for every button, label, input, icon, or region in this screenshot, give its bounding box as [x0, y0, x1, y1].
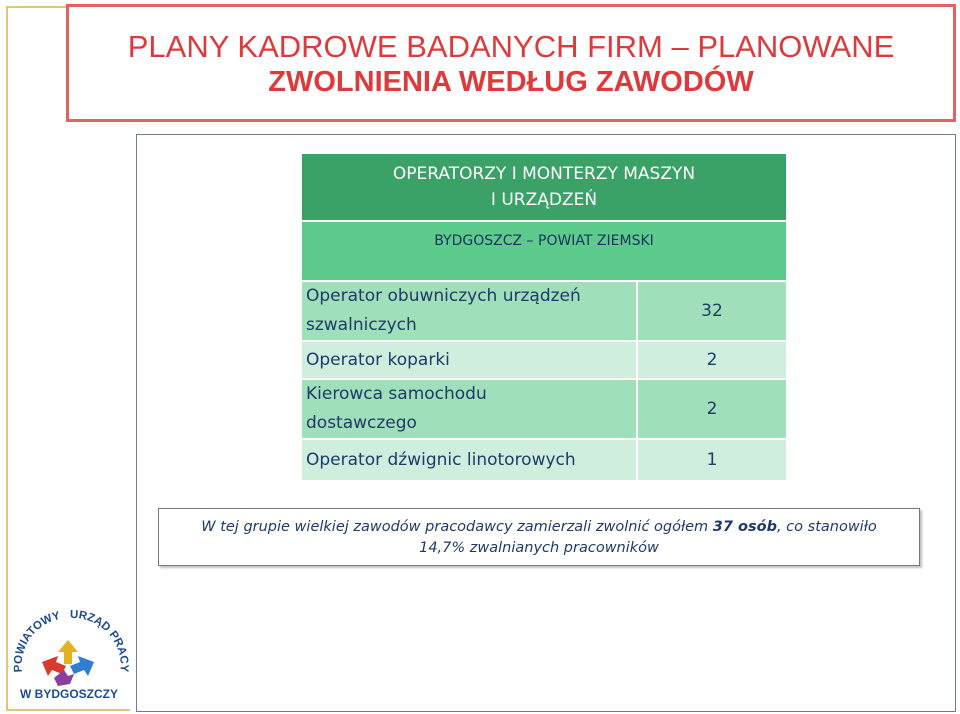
logo-arc-text-right: URZĄD PRACY [69, 608, 130, 673]
occupation-name [301, 281, 637, 341]
table-subheader [301, 221, 787, 281]
occupation-name-line-1: Operator obuwniczych urządzeń [306, 286, 581, 306]
occupation-count: 1 [637, 439, 787, 481]
summary-note [158, 508, 920, 566]
logo-arrows-icon [42, 640, 94, 686]
occupation-name-line-1: Operator dźwignic linotorowych [306, 449, 576, 470]
table-row [301, 281, 787, 341]
table-header [301, 153, 787, 221]
table-row [301, 439, 787, 481]
summary-note-text-end: , co stanowiło [776, 519, 877, 535]
logo-arc-text-left: POWIATOWY [12, 609, 62, 673]
title-line-1: PLANY KADROWE BADANYCH FIRM – PLANOWANE [127, 29, 895, 64]
occupation-name-line-2: szwalniczych [306, 315, 417, 335]
table-row [301, 341, 787, 379]
occupation-name [301, 439, 637, 481]
occupation-table [300, 152, 788, 482]
table-subheader-text: BYDGOSZCZ – POWIAT ZIEMSKI [434, 233, 654, 249]
table-header-line-2: I URZĄDZEŃ [490, 190, 598, 210]
logo-bottom-text: W BYDGOSZCZY [20, 687, 118, 701]
summary-note-line-2: 14,7% zwalnianych pracowników [419, 540, 659, 556]
title-line-2: ZWOLNIENIA WEDŁUG ZAWODÓW [268, 66, 754, 98]
occupation-name [301, 379, 637, 439]
summary-note-bold: 37 osób [712, 519, 777, 535]
table-header-line-1: OPERATORZY I MONTERZY MASZYN [392, 164, 696, 184]
occupation-name-line-1: Operator koparki [306, 349, 450, 370]
occupation-count: 2 [637, 379, 787, 439]
summary-note-text: W tej grupie wielkiej zawodów pracodawcy zamierzali zwolnić ogółem [201, 519, 713, 535]
occupation-count: 32 [637, 281, 787, 341]
pup-logo [8, 604, 130, 704]
occupation-name [301, 341, 637, 379]
title-box [66, 4, 956, 122]
occupation-name-line-1: Kierowca samochodu [306, 384, 487, 404]
occupation-name-line-2: dostawczego [306, 413, 417, 433]
table-row [301, 379, 787, 439]
occupation-count: 2 [637, 341, 787, 379]
